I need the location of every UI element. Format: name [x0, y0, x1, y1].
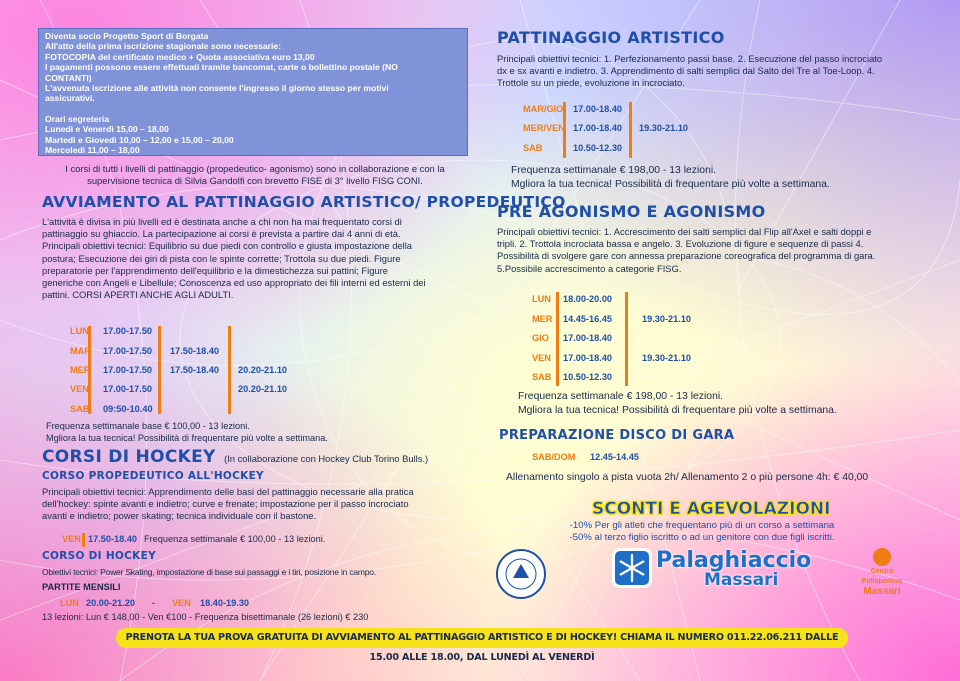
- schedule-day: MER/VEN: [523, 123, 565, 133]
- schedule-day: MER: [70, 365, 91, 375]
- avviamento-text-line: preparatorie per l'apprendimento dell'equilibrio e la dimestichezza sui pattini; Figure: [42, 264, 388, 276]
- hockey-propedeutico-price: Frequenza settimanale € 100,00 - 13 lezioni.: [144, 534, 326, 544]
- disco-pricing: Allenamento singolo a pista vuota 2h/ Allenamento 2 o più persone 4h: € 40,00: [506, 472, 869, 483]
- office-hours-line: Mercoledì 11,00 – 18,00: [45, 145, 140, 156]
- sconti-line: -50% al terzo figlio iscritto o ad un genitore con due figli iscritti.: [569, 532, 835, 544]
- schedule-divider: [228, 326, 231, 414]
- schedule-time: 17.50-18.40: [88, 534, 138, 544]
- hockey-header: [42, 447, 428, 467]
- sconti-line: -10% Per gli atleti che frequentano più di un corso a settimana: [569, 520, 835, 531]
- snowflake-icon: [612, 548, 652, 588]
- hockey-subtitle-propedeutico: CORSO PROPEDEUTICO ALL'HOCKEY: [42, 470, 264, 482]
- agonismo-text-line: Possibilità di svolgere gare con annessa preparazione coreografica del programma di gara.: [497, 250, 876, 262]
- avviamento-text-line: Principali obiettivi tecnici: Equilibrio su due piedi con controllo e giusta impostazione della: [42, 240, 412, 252]
- schedule-time: 17.00-17.50: [103, 384, 153, 394]
- sconti-title: SCONTI E AGEVOLAZIONI: [592, 499, 831, 519]
- centro-logo-icon: [873, 548, 891, 566]
- schedule-time: 18.40-19.30: [200, 598, 250, 608]
- schedule-time: 09:50-10.40: [103, 404, 153, 414]
- avviamento-text-line: pattinaggio su ghiaccio. La partecipazione ai corsi è prevista a partire dai 4 anni di età.: [42, 228, 401, 240]
- info-line: L'avvenuta iscrizione alle attività non consente l'ingresso il giorno stesso per motivi: [45, 83, 389, 94]
- agonismo-promo: Mgliora la tua tecnica! Possibilità di frequentare più volte a settimana.: [518, 405, 837, 416]
- hockey-title: CORSI DI HOCKEY: [42, 447, 216, 467]
- membership-info-box: [38, 28, 468, 156]
- schedule-time: 10.50-12.30: [563, 372, 613, 382]
- avviamento-text-line: L'attività è divisa in più livelli ed è destinata anche a chi non ha mai frequentato corsi di: [42, 216, 402, 227]
- progetto-sport-seal: [495, 548, 547, 600]
- info-line: FOTOCOPIA del certificato medico + Quota associativa euro 13,00: [45, 51, 315, 62]
- hockey-corso-text: Obiettivi tecnici: Power Skating, impostazione di base sui passaggi e i tiri, posizione in campo.: [42, 567, 376, 577]
- schedule-time: 20.20-21.10: [238, 384, 288, 394]
- artistico-description: [497, 53, 927, 90]
- artistico-promo: Mgliora la tua tecnica! Possibilità di frequentare più volte a settimana.: [511, 179, 830, 190]
- agonismo-description: [497, 226, 927, 275]
- avviamento-text-line: pattini. CORSI APERTI ANCHE AGLI ADULTI.: [42, 289, 234, 301]
- schedule-day: SAB: [532, 372, 552, 382]
- agonismo-text-line: Principali obiettivi tecnici: 1. Accrescimento dei salti semplici dal Flip all'Axel e salti doppi e: [497, 226, 872, 237]
- schedule-time: 19.30-21.10: [642, 353, 692, 363]
- schedule-divider: [158, 326, 161, 414]
- palaghiaccio-logo-text: Palaghiaccio: [656, 548, 812, 573]
- disco-title: PREPARAZIONE DISCO DI GARA: [499, 428, 735, 443]
- intro-line: I corsi di tutti i livelli di pattinaggio (propedeutico- agonismo) sono in collaborazione e con la: [65, 163, 445, 174]
- avviamento-price: Frequenza settimanale base € 100,00 - 13 lezioni.: [46, 421, 250, 431]
- schedule-divider: [629, 102, 632, 158]
- schedule-day: VEN: [532, 353, 551, 363]
- schedule-time: 20.20-21.10: [238, 365, 288, 375]
- centro-logo-text: Massari: [863, 586, 901, 597]
- schedule-day: MAR/GIO: [523, 104, 564, 114]
- avviamento-description: [42, 216, 472, 301]
- avviamento-title: AVVIAMENTO AL PATTINAGGIO ARTISTICO/ PROPEDEUTICO: [42, 193, 566, 211]
- hockey-collab: (In collaborazione con Hockey Club Torino Bulls.): [224, 453, 429, 464]
- schedule-day: SAB: [70, 404, 90, 414]
- info-line: CONTANTI): [45, 72, 92, 83]
- schedule-day: VEN: [172, 598, 191, 608]
- hockey-subtitle-corso: CORSO DI HOCKEY: [42, 550, 156, 562]
- agonismo-price-block: [518, 390, 837, 418]
- seal-icon: [495, 548, 547, 600]
- schedule-time: 14.45-16.45: [563, 314, 613, 324]
- schedule-day: LUN: [60, 598, 79, 608]
- hockey-monthly-matches: PARTITE MENSILI: [42, 582, 121, 592]
- schedule-day: LUN: [532, 294, 551, 304]
- schedule-day: SAB/DOM: [532, 452, 576, 462]
- schedule-day: VEN: [70, 384, 89, 394]
- palaghiaccio-logo: [612, 546, 812, 590]
- schedule-day: VEN: [62, 534, 81, 544]
- schedule-day: LUN: [70, 326, 89, 336]
- avviamento-promo: Mgliora la tua tecnica! Possibilità di frequentare più volte a settimana.: [46, 433, 328, 443]
- intro-line: supervisione tecnica di Silvia Gandolfi con brevetto FISE di 3° livello FISG CONI.: [87, 175, 423, 187]
- schedule-time: 17.00-18.40: [573, 123, 623, 133]
- info-line: I pagamenti possono essere effettuati tramite bancomat, carte o bollettino postale (NO: [45, 62, 398, 73]
- hockey-text-line: Principali obiettivi tecnici: Apprendimento delle basi del pattinaggio necessarie alla pratica: [42, 486, 414, 497]
- artistico-price: Frequenza settimanale € 198,00 - 13 lezioni.: [511, 165, 717, 176]
- agonismo-text-line: 5.Possibile accrescimento a categorie FISG.: [497, 262, 682, 274]
- schedule-day: MER: [532, 314, 553, 324]
- schedule-divider: [82, 533, 85, 547]
- agonismo-title: PRE AGONISMO E AGONISMO: [497, 202, 766, 221]
- info-line: All'atto della prima iscrizione stagionale sono necessarie:: [45, 41, 282, 52]
- schedule-day: MAR: [70, 346, 91, 356]
- schedule-time: 17.00-17.50: [103, 346, 153, 356]
- office-hours-line: Orari segreteria: [45, 113, 110, 124]
- intro-text: [40, 163, 470, 187]
- schedule-time: 17.00-18.40: [563, 353, 613, 363]
- hockey-text-line: avanti e indietro; power skating; tecnica individuale con il bastone.: [42, 510, 317, 522]
- agonismo-text-line: tripli. 2. Trottola incrociata bassa e angelo. 3. Evoluzione di figure e sequenze di passi 4.: [497, 238, 864, 250]
- hockey-fees: 13 lezioni: Lun € 148,00 - Ven €100 - Frequenza bisettimanale (26 lezioni) € 230: [42, 612, 369, 622]
- schedule-day: GIO: [532, 333, 549, 343]
- info-line: Diventa socio Progetto Sport di Borgata: [45, 31, 209, 41]
- sconti-list: [552, 520, 852, 545]
- schedule-time: 17.00-17.50: [103, 326, 153, 336]
- schedule-time: 10.50-12.30: [573, 143, 623, 153]
- schedule-separator: -: [152, 598, 156, 608]
- agonismo-price: Frequenza settimanale € 198,00 - 13 lezioni.: [518, 391, 724, 402]
- artistico-text-line: dx e sx avanti e indietro. 3. Apprendimento di salti semplici dal Salto del Tre al Toe-Loop. 4.: [497, 65, 875, 77]
- schedule-time: 17.50-18.40: [170, 365, 220, 375]
- hockey-description: [42, 486, 472, 523]
- schedule-time: 17.00-17.50: [103, 365, 153, 375]
- schedule-time: 17.00-18.40: [573, 104, 623, 114]
- artistico-text-line: Principali obiettivi tecnici: 1. Perfezionamento passi base. 2. Esecuzione del passo incrociato: [497, 53, 883, 64]
- schedule-time: 19.30-21.10: [639, 123, 689, 133]
- office-hours-line: Martedì e Giovedì 10,00 – 12,00 e 15,00 – 20,00: [45, 134, 234, 145]
- schedule-day: SAB: [523, 143, 543, 153]
- avviamento-text-line: generiche con Angeli e Libellule; Conoscenza ed uso appropriato dei fili interni ed esterni dei: [42, 277, 426, 289]
- hockey-text-line: dell'hockey: spinte avanti e indietro; curve e frenate; impostazione per il passo incrociato: [42, 498, 409, 510]
- artistico-price-block: [511, 164, 830, 192]
- artistico-title: PATTINAGGIO ARTISTICO: [497, 28, 725, 47]
- centro-polisportivo-logo: [852, 548, 912, 602]
- schedule-time: 18.00-20.00: [563, 294, 613, 304]
- schedule-time: 12.45-14.45: [590, 452, 640, 462]
- centro-logo-text: Polisportivo: [861, 578, 903, 585]
- artistico-text-line: Trottole su un piede, evoluzione in incrociato.: [497, 77, 685, 89]
- schedule-time: 20.00-21.20: [86, 598, 136, 608]
- avviamento-price-block: [46, 420, 328, 444]
- schedule-time: 17.00-18.40: [563, 333, 613, 343]
- info-line: assicurativi.: [45, 93, 95, 104]
- booking-banner: PRENOTA LA TUA PROVA GRATUITA DI AVVIAMENTO AL PATTINAGGIO ARTISTICO E DI HOCKEY! CHIAMA IL NUMERO 011.22.06.211 DALLE 15.00 ALLE 18.00, DAL LUNEDÌ AL VENERDÌ: [116, 628, 848, 648]
- schedule-time: 17.50-18.40: [170, 346, 220, 356]
- palaghiaccio-logo-subtext: Massari: [704, 570, 779, 590]
- avviamento-text-line: postura; Esecuzione dei giri di pista con le spinte corrette; Trottola su due piedi. Figure: [42, 252, 401, 264]
- schedule-divider: [625, 292, 628, 386]
- centro-logo-text: Centro: [870, 568, 894, 575]
- office-hours-line: Lunedì e Venerdì 15,00 – 18,00: [45, 124, 169, 135]
- schedule-time: 19.30-21.10: [642, 314, 692, 324]
- schedule-divider: [556, 292, 559, 386]
